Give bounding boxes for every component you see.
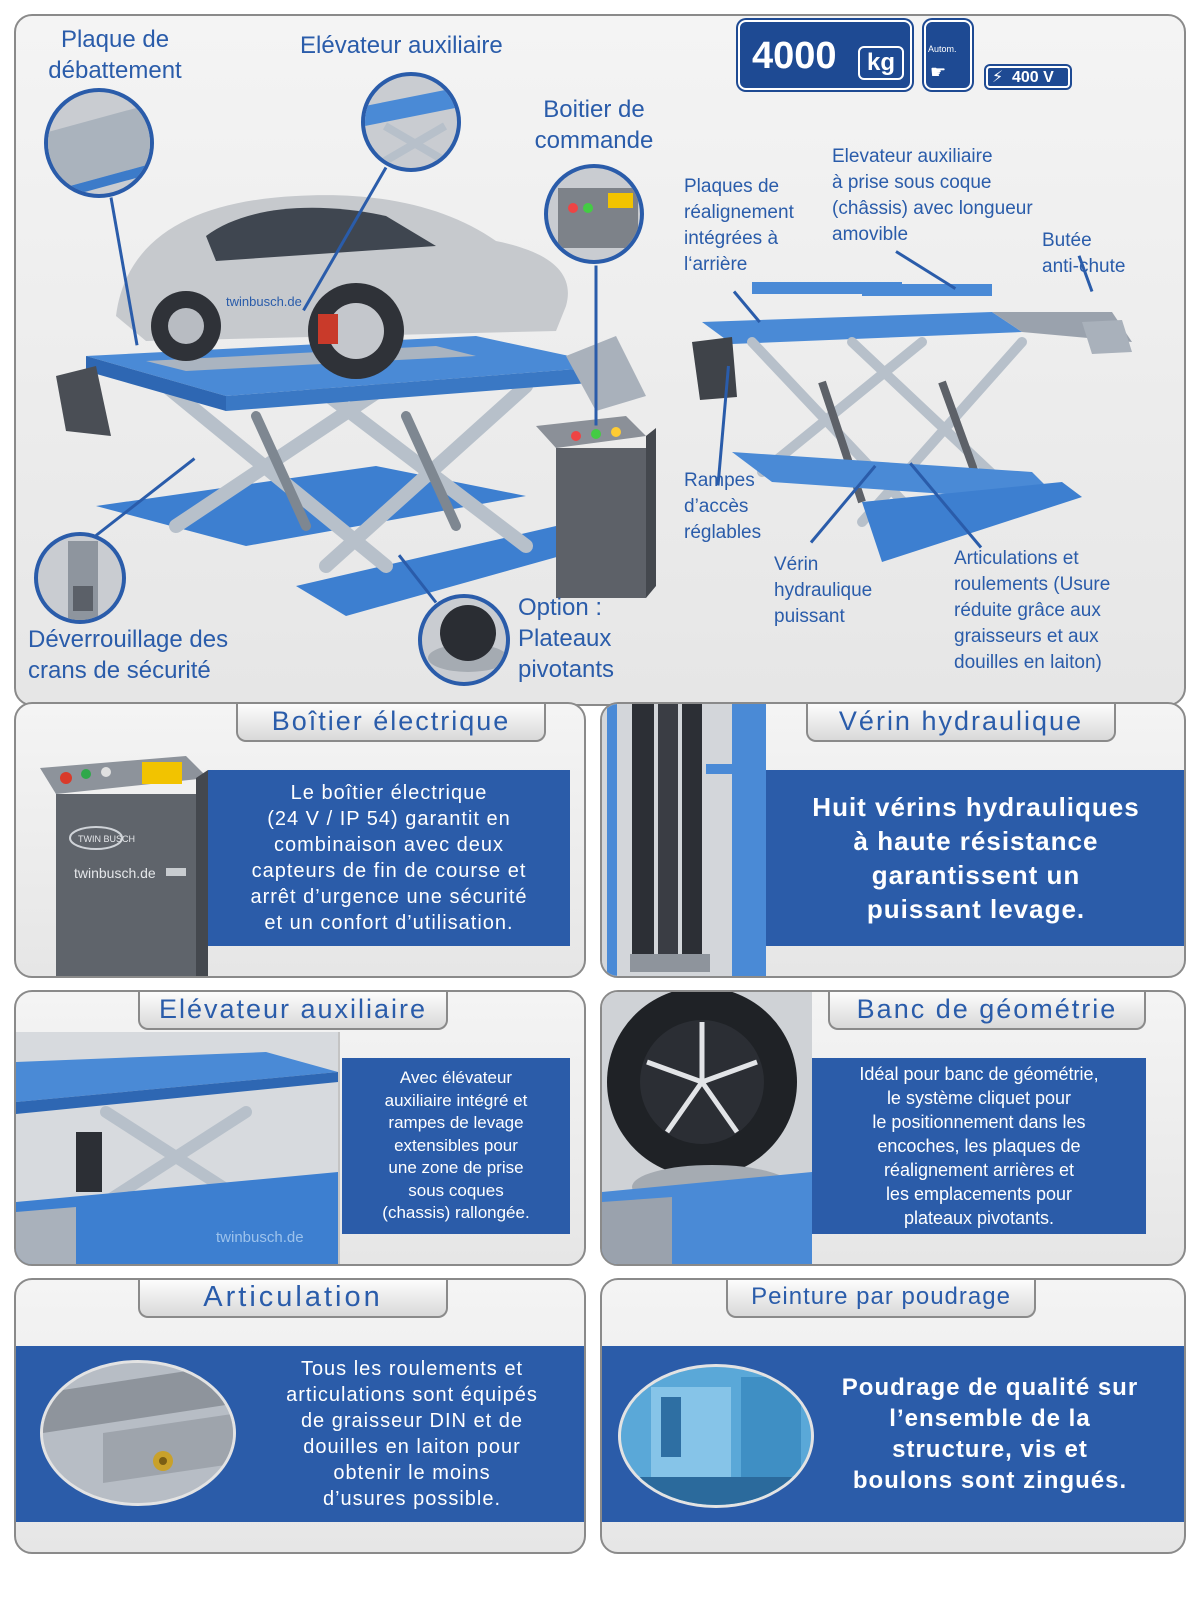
cabinet-site: twinbusch.de	[74, 865, 156, 881]
peinture-title: Peinture par poudrage	[726, 1278, 1036, 1318]
voltage-badge	[986, 66, 1070, 88]
callout-articulations: Articulations et roulements (Usure réduite grâce aux graisseurs et aux douilles en laiton)	[954, 548, 1111, 673]
boitier-description: Le boîtier électrique (24 V / IP 54) garantit en combinaison avec deux capteurs de fin de course et arrêt d’urgence une sécurité et un confort d’utilisation.	[250, 782, 528, 934]
banc-title: Banc de géométrie	[828, 990, 1146, 1030]
verin-description-box	[766, 770, 1186, 946]
elevateur-description: Avec élévateur auxiliaire intégré et rampes de levage extensibles pour une zone de prise sous coques (chassis) rallongée.	[382, 1068, 530, 1223]
hero-panel	[14, 14, 1186, 706]
divider	[338, 1032, 340, 1266]
paint-booth-circle	[618, 1364, 814, 1508]
voltage-label: 400 V	[1012, 69, 1054, 86]
callout-elevateur-prise: Elevateur auxiliaire à prise sous coque (châssis) avec longueur amovible	[832, 146, 1033, 245]
articulation-title: Articulation	[138, 1278, 448, 1318]
section-peinture-poudrage	[600, 1278, 1186, 1554]
section-banc-geometrie	[600, 990, 1186, 1266]
detail-circle-plaque	[44, 88, 154, 198]
callout-boitier: Boitier de commande	[534, 96, 654, 154]
cabinet-photo	[26, 748, 216, 978]
articulation-description: Tous les roulements et articulations sont équipés de graisseur DIN et de douilles en laiton pour obtenir le moins d’usures possible.	[286, 1358, 538, 1510]
capacity-badge	[738, 20, 912, 90]
section-verin-hydraulique	[600, 702, 1186, 978]
callout-plaque: Plaque de débattement	[48, 26, 182, 84]
capacity-unit: kg	[858, 46, 904, 80]
section-elevateur-auxiliaire	[14, 990, 586, 1266]
articulation-circle	[40, 1360, 236, 1506]
detail-circle-elevateur	[361, 72, 461, 172]
callout-option: Option : Plateaux pivotants	[518, 594, 615, 683]
callout-plaques-realignement: Plaques de réalignement intégrées à l‘arrière	[684, 176, 794, 275]
platform-site: twinbusch.de	[216, 1229, 304, 1246]
wheel-turntable-photo	[602, 992, 812, 1266]
autom-badge	[924, 20, 972, 90]
callout-deverrouillage: Déverrouillage des crans de sécurité	[28, 626, 229, 684]
cabinet-brand: TWIN BUSCH	[78, 834, 135, 844]
verin-description: Huit vérins hydrauliques à haute résistance garantissent un puissant levage.	[812, 792, 1140, 924]
lightning-icon: ⚡	[992, 69, 1004, 86]
elevateur-description-box	[342, 1058, 570, 1234]
capacity-value: 4000	[752, 35, 837, 77]
leader-line	[595, 266, 598, 426]
banc-description: Idéal pour banc de géométrie, le système cliquet pour le positionnement dans les encoches, les plaques de réalignement arrières et les emplacements pour plateaux pivotants.	[859, 1064, 1099, 1228]
car-brand-text: twinbusch.de	[226, 294, 302, 309]
elevateur-title: Elévateur auxiliaire	[138, 990, 448, 1030]
callout-verin: Vérin hydraulique puissant	[774, 554, 873, 627]
section-articulation	[14, 1278, 586, 1554]
detail-circle-boitier	[544, 164, 644, 264]
detail-circle-option	[418, 594, 510, 686]
hand-pointer-icon: ☛	[930, 62, 947, 82]
callout-butee: Butée anti-chute	[1042, 230, 1126, 277]
boitier-description-box	[208, 770, 570, 946]
platform-photo	[16, 1032, 338, 1266]
callout-rampes: Rampes d’accès réglables	[684, 470, 762, 543]
peinture-description: Poudrage de qualité sur l’ensemble de la structure, vis et boulons sont zingués.	[841, 1374, 1139, 1494]
detail-circle-deverrouillage	[34, 532, 126, 624]
banc-description-box	[812, 1058, 1146, 1234]
boitier-title: Boîtier électrique	[236, 702, 546, 742]
cylinders-photo	[602, 704, 766, 978]
callout-elevateur: Elévateur auxiliaire	[300, 32, 503, 59]
verin-title: Vérin hydraulique	[806, 702, 1116, 742]
autom-label: Autom.	[928, 44, 957, 54]
section-boitier-electrique	[14, 702, 586, 978]
